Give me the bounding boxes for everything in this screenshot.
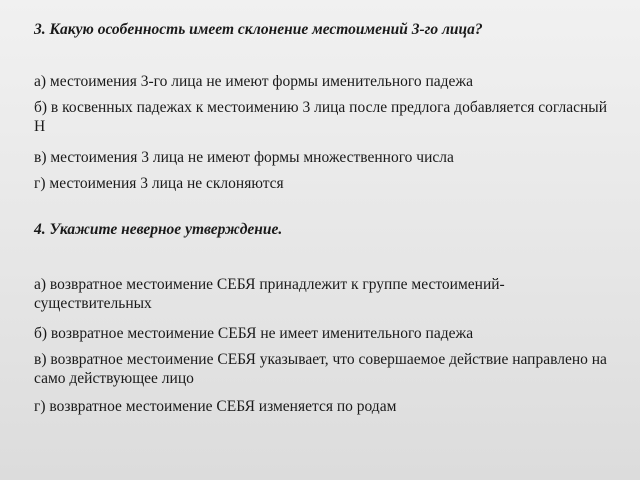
- question-3-option-a: а) местоимения 3-го лица не имеют формы именительного падежа: [34, 73, 474, 90]
- question-4-option-d: г) возвратное местоимение СЕБЯ изменяется по родам: [34, 398, 397, 415]
- question-3-option-b: б) в косвенных падежах к местоимению 3 лица после предлога добавляется согласный Н: [34, 99, 607, 135]
- question-3-option-c: в) местоимения 3 лица не имеют формы множественного числа: [34, 149, 454, 166]
- question-4-option-a: а) возвратное местоимение СЕБЯ принадлежит к группе местоимений-существительных: [34, 276, 505, 312]
- question-4-title: 4. Укажите неверное утверждение.: [34, 221, 283, 238]
- question-4-option-c: в) возвратное местоимение СЕБЯ указывает, что совершаемое действие направлено на само действующее лицо: [34, 351, 607, 387]
- question-3-option-d: г) местоимения 3 лица не склоняются: [34, 175, 284, 192]
- question-4-option-b: б) возвратное местоимение СЕБЯ не имеет именительного падежа: [34, 325, 474, 342]
- question-3-title: 3. Какую особенность имеет склонение местоимений 3-го лица?: [34, 21, 483, 38]
